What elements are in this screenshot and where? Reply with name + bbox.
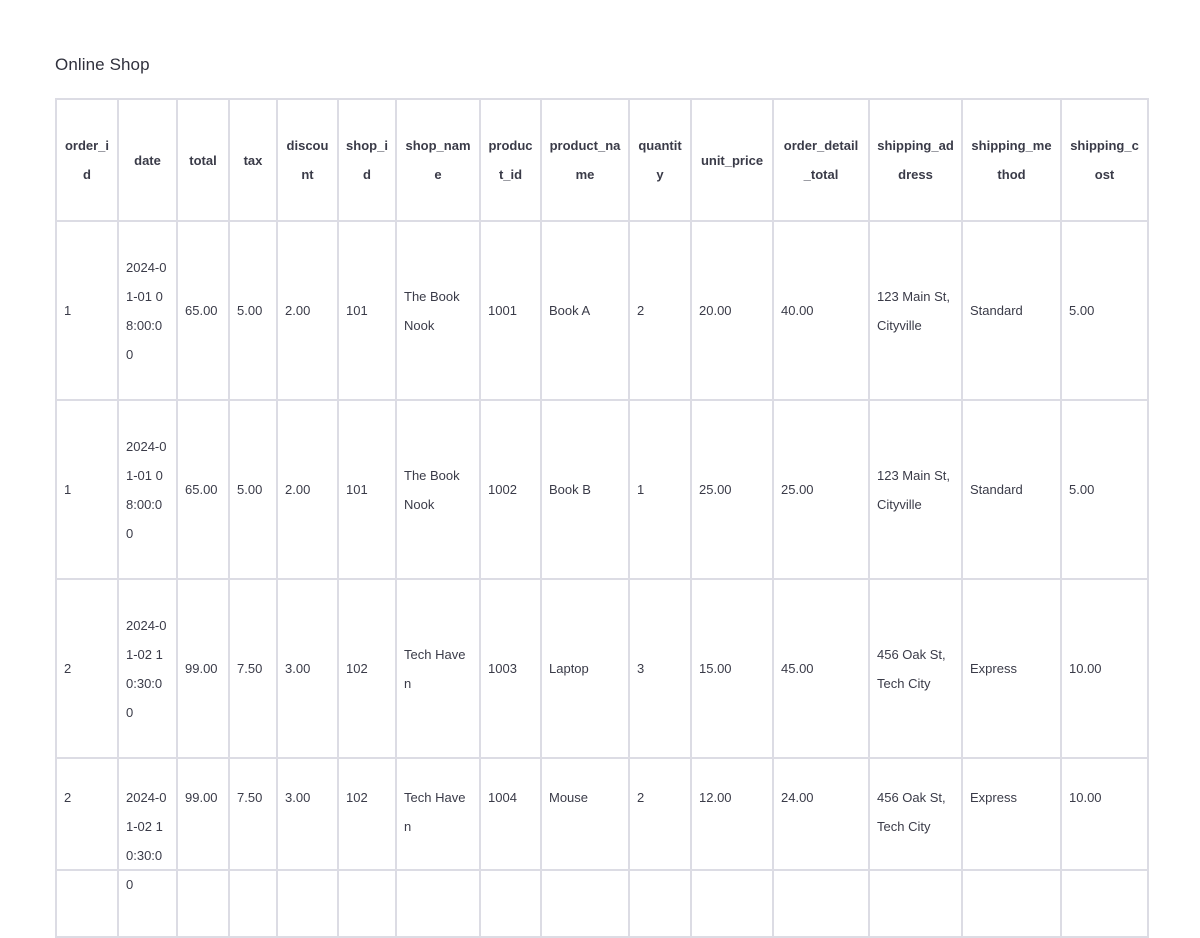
cell-unit-price: 15.00 bbox=[691, 579, 773, 758]
cell-order-detail-total: 24.00 bbox=[773, 758, 869, 937]
cell-order-detail-total: 40.00 bbox=[773, 221, 869, 400]
cell-tax: 5.00 bbox=[229, 400, 277, 579]
cell-quantity: 2 bbox=[629, 758, 691, 937]
cell-total: 99.00 bbox=[177, 758, 229, 937]
cell-date: 2024-01-01 08:00:00 bbox=[118, 221, 177, 400]
cell-shipping-method: Express bbox=[962, 758, 1061, 937]
cell-discount: 3.00 bbox=[277, 758, 338, 937]
column-header-product-name: product_name bbox=[541, 99, 629, 221]
cell-discount: 2.00 bbox=[277, 221, 338, 400]
cell-order-id: 1 bbox=[56, 221, 118, 400]
column-header-shop-name: shop_name bbox=[396, 99, 480, 221]
cell-discount: 2.00 bbox=[277, 400, 338, 579]
column-header-shipping-address: shipping_address bbox=[869, 99, 962, 221]
cell-date: 2024-01-02 10:30:00 bbox=[118, 758, 177, 937]
column-header-product-id: product_id bbox=[480, 99, 541, 221]
cell-shipping-method: Express bbox=[962, 579, 1061, 758]
cell-shop-id: 102 bbox=[338, 579, 396, 758]
column-header-shipping-method: shipping_method bbox=[962, 99, 1061, 221]
cell-product-name: Mouse bbox=[541, 758, 629, 937]
cell-product-id: 1003 bbox=[480, 579, 541, 758]
cell-date: 2024-01-02 10:30:00 bbox=[118, 579, 177, 758]
table-row bbox=[56, 758, 1148, 937]
cell-order-id: 2 bbox=[56, 579, 118, 758]
cell-shop-name: Tech Haven bbox=[396, 579, 480, 758]
column-header-order-detail-total: order_detail_total bbox=[773, 99, 869, 221]
cell-product-id: 1002 bbox=[480, 400, 541, 579]
column-header-order-id: order_id bbox=[56, 99, 118, 221]
column-header-unit-price: unit_price bbox=[691, 99, 773, 221]
cell-shipping-cost: 5.00 bbox=[1061, 400, 1148, 579]
cell-tax: 7.50 bbox=[229, 579, 277, 758]
cell-tax: 7.50 bbox=[229, 758, 277, 937]
column-header-tax: tax bbox=[229, 99, 277, 221]
cell-unit-price: 20.00 bbox=[691, 221, 773, 400]
cell-shipping-address: 456 Oak St, Tech City bbox=[869, 758, 962, 937]
cell-shipping-cost: 5.00 bbox=[1061, 221, 1148, 400]
cell-unit-price: 25.00 bbox=[691, 400, 773, 579]
cell-shop-id: 101 bbox=[338, 221, 396, 400]
table-body bbox=[56, 221, 1148, 937]
table-row bbox=[56, 221, 1148, 400]
cell-shipping-cost: 10.00 bbox=[1061, 579, 1148, 758]
cell-total: 65.00 bbox=[177, 221, 229, 400]
cell-product-id: 1001 bbox=[480, 221, 541, 400]
cell-discount: 3.00 bbox=[277, 579, 338, 758]
column-header-shipping-cost: shipping_cost bbox=[1061, 99, 1148, 221]
cell-product-name: Book A bbox=[541, 221, 629, 400]
cell-order-id: 2 bbox=[56, 758, 118, 937]
cell-shop-name: Tech Haven bbox=[396, 758, 480, 937]
cell-order-id: 1 bbox=[56, 400, 118, 579]
cell-unit-price: 12.00 bbox=[691, 758, 773, 937]
cell-quantity: 2 bbox=[629, 221, 691, 400]
orders-table-container[interactable] bbox=[55, 98, 1147, 892]
cell-total: 65.00 bbox=[177, 400, 229, 579]
table-row bbox=[56, 400, 1148, 579]
cell-product-name: Laptop bbox=[541, 579, 629, 758]
cell-shop-id: 101 bbox=[338, 400, 396, 579]
cell-date: 2024-01-01 08:00:00 bbox=[118, 400, 177, 579]
header-row bbox=[56, 99, 1148, 221]
column-header-shop-id: shop_id bbox=[338, 99, 396, 221]
table-row bbox=[56, 579, 1148, 758]
cell-product-name: Book B bbox=[541, 400, 629, 579]
cell-shop-id: 102 bbox=[338, 758, 396, 937]
table-header bbox=[56, 99, 1148, 221]
column-header-total: total bbox=[177, 99, 229, 221]
cell-shop-name: The Book Nook bbox=[396, 221, 480, 400]
cell-shipping-address: 123 Main St, Cityville bbox=[869, 221, 962, 400]
cell-shipping-method: Standard bbox=[962, 221, 1061, 400]
cell-order-detail-total: 25.00 bbox=[773, 400, 869, 579]
column-header-quantity: quantity bbox=[629, 99, 691, 221]
cell-tax: 5.00 bbox=[229, 221, 277, 400]
cell-shipping-method: Standard bbox=[962, 400, 1061, 579]
cell-quantity: 3 bbox=[629, 579, 691, 758]
cell-shipping-address: 456 Oak St, Tech City bbox=[869, 579, 962, 758]
cell-product-id: 1004 bbox=[480, 758, 541, 937]
column-header-discount: discount bbox=[277, 99, 338, 221]
cell-shipping-address: 123 Main St, Cityville bbox=[869, 400, 962, 579]
cell-shop-name: The Book Nook bbox=[396, 400, 480, 579]
cell-total: 99.00 bbox=[177, 579, 229, 758]
page-title: Online Shop bbox=[55, 55, 150, 74]
column-header-date: date bbox=[118, 99, 177, 221]
cell-order-detail-total: 45.00 bbox=[773, 579, 869, 758]
cell-shipping-cost: 10.00 bbox=[1061, 758, 1148, 937]
cell-quantity: 1 bbox=[629, 400, 691, 579]
orders-table bbox=[55, 98, 1149, 938]
